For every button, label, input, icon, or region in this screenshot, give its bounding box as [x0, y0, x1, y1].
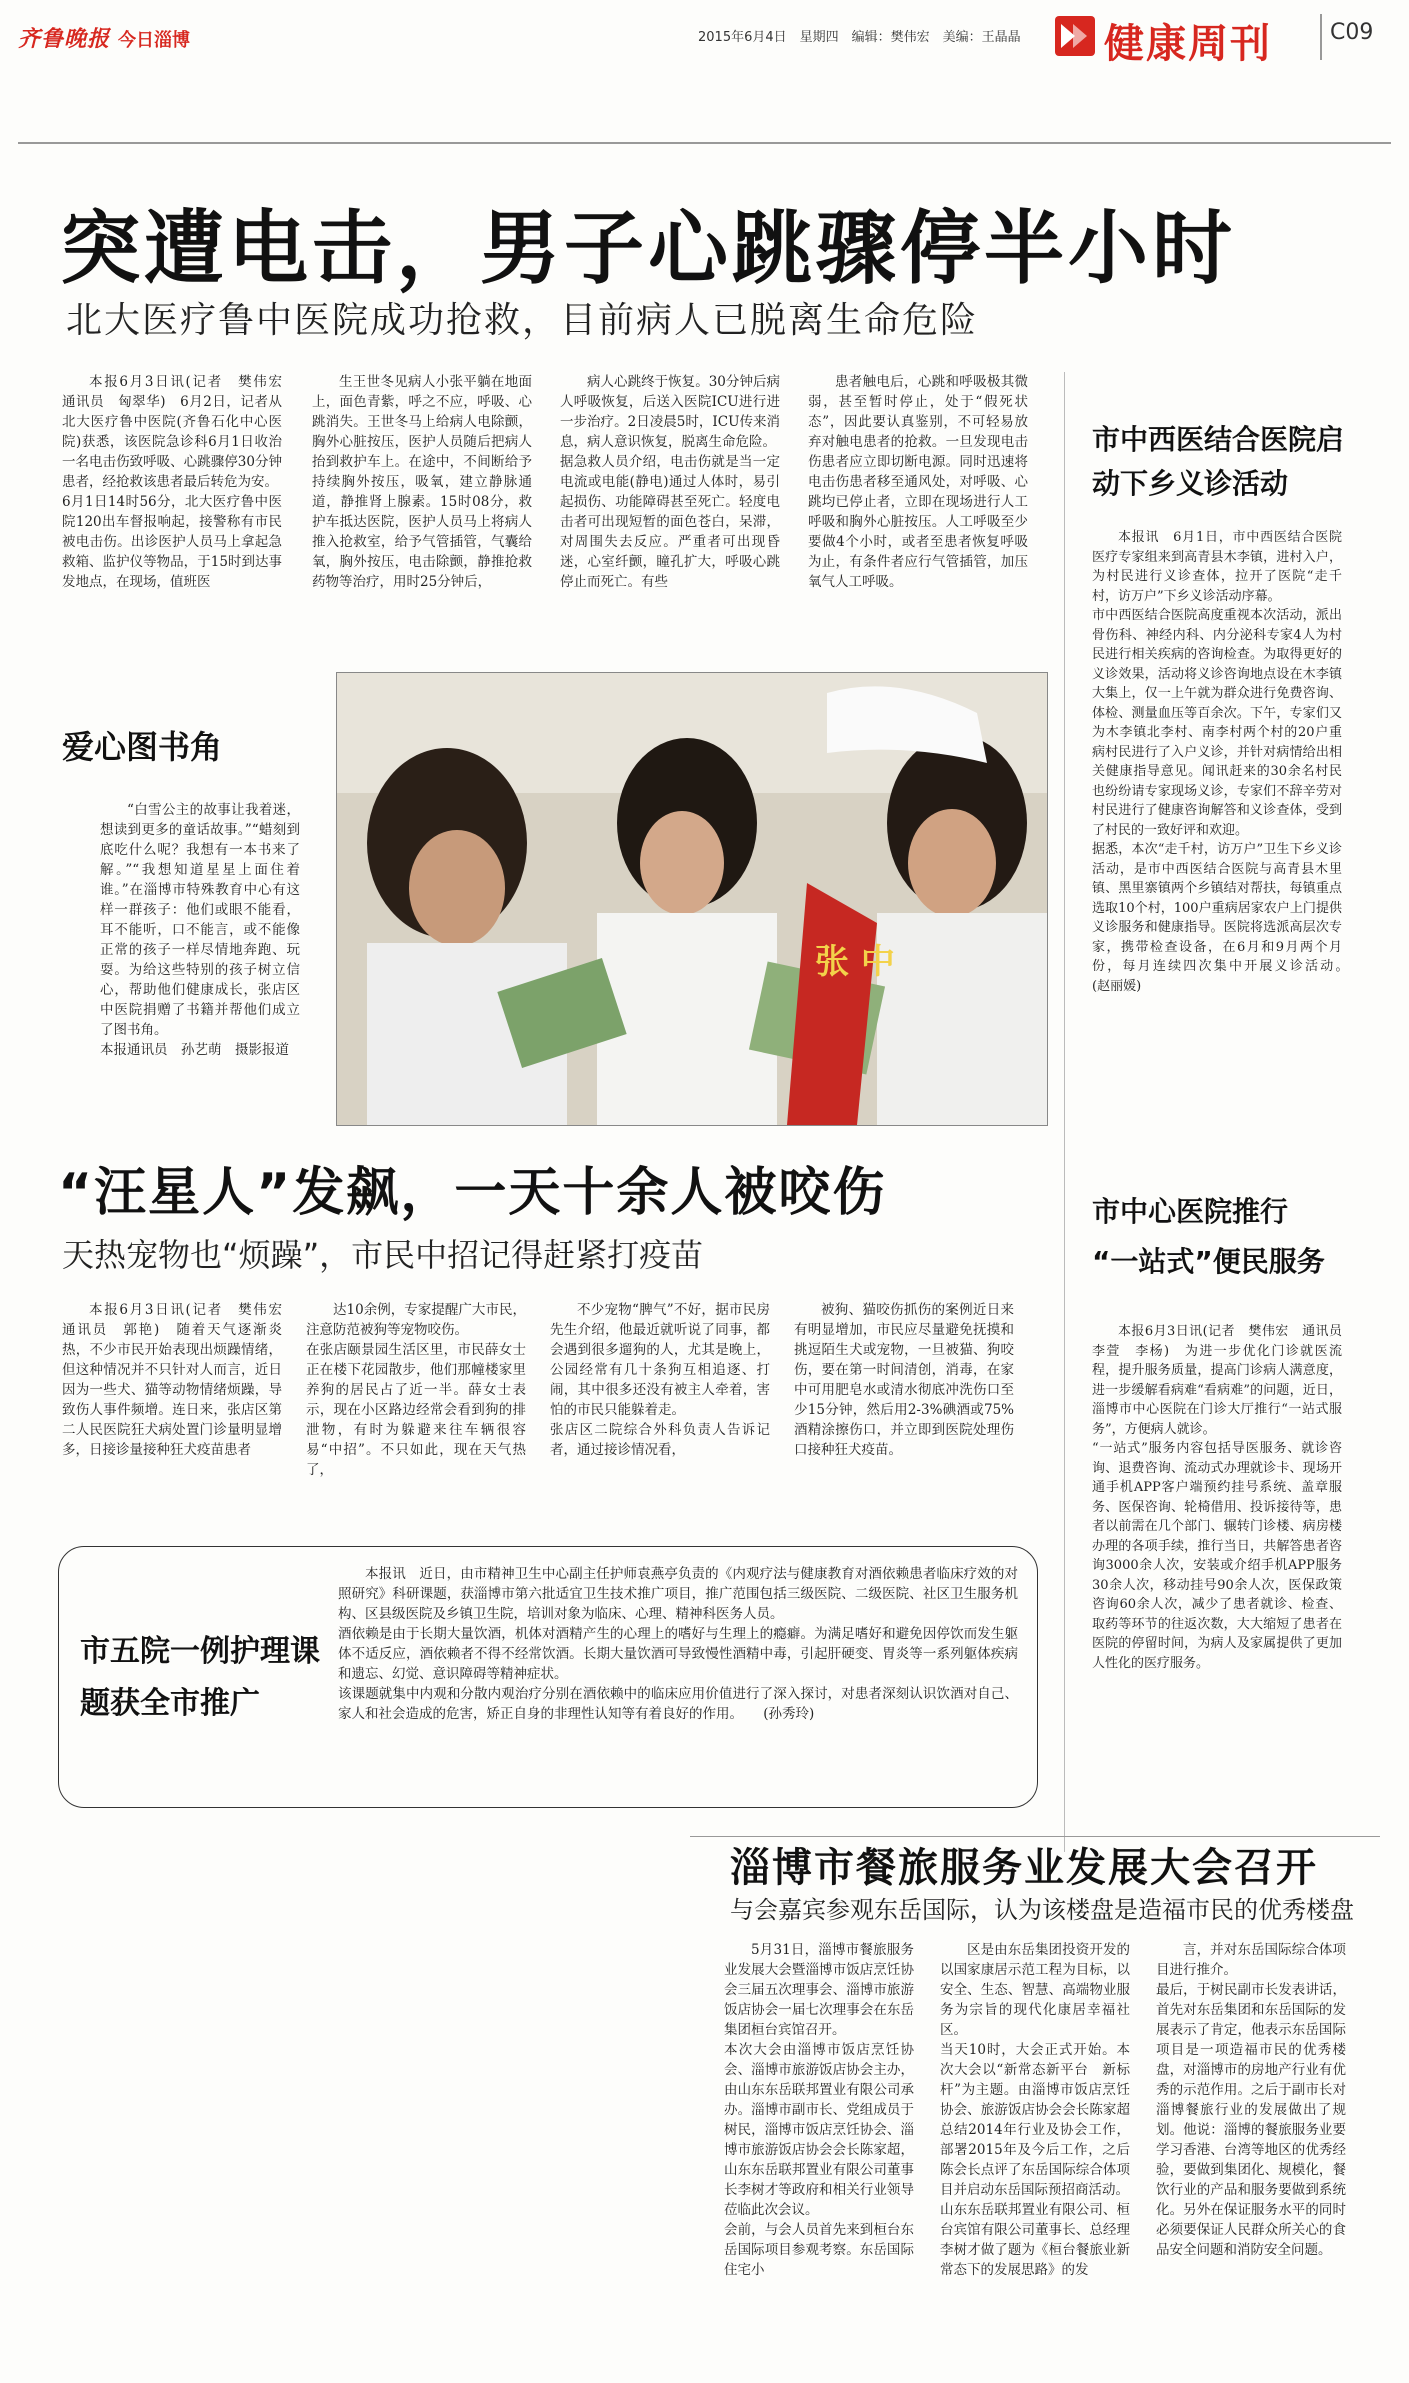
lead-subtitle: 北大医疗鲁中医院成功抢救，目前病人已脱离生命危险 [66, 300, 979, 341]
fifth-headline: 市五院一例护理课题获全市推广 [80, 1634, 320, 1721]
right-column-divider [1064, 372, 1065, 1852]
dog-headline: “汪星人”发飙，一天十余人被咬伤 [58, 1163, 887, 1223]
page-number: C09 [1330, 20, 1374, 45]
brand-logo: 齐鲁晚报 [18, 26, 111, 52]
dog-subtitle: 天热宠物也“烦躁”，市民中招记得赶紧打疫苗 [62, 1236, 704, 1274]
xiang-body: 本报讯 6月1日，市中西医结合医院医疗专家组来到高青县木李镇，进村入户，为村民进行义诊查体，拉开了医院“走千村，访万户”下乡义诊活动序幕。 市中西医结合医院高度重视本次活动，派出骨伤科、神经内科、内分泌科专家4人为村民进行相关疾病的咨询检查。为取得更好的义诊效果，活动将义诊咨询地点设在木李镇大集上，仅一上午就为群众进行免费咨询、体检、测量血压等百余次。下午，专家们又为木李镇北李村、南李村两个村的20户重病村民进行了入户义诊，并针对病情给出相关健康指导意见。闻讯赶来的30余名村民也纷纷请专家现场义诊，专家们不辞辛劳对村民进行了健康咨询解答和义诊查体，受到了村民的一致好评和欢迎。 据悉，本次“走千村，访万户”卫生下乡义诊活动，是市中西医结合医院与高青县木里镇、黑里寨镇两个乡镇结对帮扶，每镇重点选取10个村，100户重病居家农户上门提供义诊服务和健康指导。医院将选派高层次专家，携带检查设备，在6月和9月两个月份，每月连续四次集中开展义诊活动。 (赵丽媛) [1092, 530, 1342, 994]
catering-column-2: 区是由东岳集团投资开发的以国家康居示范工程为目标，以安全、生态、智慧、高端物业服务为宗旨的现代化康居幸福社区。 当天10时，大会正式开始。本次大会以“新常态新平台 新标杆”为主题。由淄博市饭店烹饪协会、旅游饭店协会会长陈家超总结2014年行业及协会工作，部署2015年及今后工作，之后陈会长点评了东岳国际综合体项目并启动东岳国际预招商活动。 山东东岳联邦置业有限公司、桓台宾馆有限公司董事长、总经理李树才做了题为《桓台餐旅业新常态下的发展思路》的发 [940, 1942, 1130, 2278]
catering-headline: 淄博市餐旅服务业发展大会召开 [730, 1845, 1318, 1891]
edition-name: 今日淄博 [118, 30, 190, 51]
onestop-headline-2: “一站式”便民服务 [1092, 1245, 1325, 1278]
library-body: “白雪公主的故事让我着迷，想读到更多的童话故事。”“蜡刻到底吃什么呢？我想有一本书来了解。”“我想知道星星上面住着谁。”在淄博市特殊教育中心有这样一群孩子：他们或眼不能看，耳不能听，口不能言，或不能像正常的孩子一样尽情地奔跑、玩耍。为给这些特别的孩子树立信心，帮助他们健康成长，张店区中医院捐赠了书籍并帮他们成立了图书角。 本报通讯员 孙艺萌 摄影报道 [100, 802, 300, 1058]
dog-column-2: 达10余例，专家提醒广大市民，注意防范被狗等宠物咬伤。 在张店颐景园生活区里，市民薛女士正在楼下花园散步，他们那幢楼家里养狗的居民占了近一半。薛女士表示，现在小区路边经常会看到狗的排泄物，有时为躲避来往车辆很容易“中招”。不只如此，现在天气热了， [306, 1302, 526, 1478]
lead-column-2: 生王世冬见病人小张平躺在地面上，面色青紫，呼之不应，呼吸、心跳消失。王世冬马上给病人电除颤，胸外心脏按压，医护人员随后把病人抬到救护车上。在途中，不间断给予持续胸外按压，吸氧，建立静脉通道，静推肾上腺素。15时08分，救护车抵达医院，医护人员马上将病人推入抢救室，给予气管插管，气囊给氧，胸外按压，电击除颤，静推抢救药物等治疗，用时25分钟后， [312, 374, 532, 590]
sash-text: 张 中 [815, 942, 895, 982]
date-line: 2015年6月4日 星期四 编辑：樊伟宏 美编：王晶晶 [698, 30, 1021, 45]
lead-headline: 突遭电击，男子心跳骤停半小时 [60, 202, 1236, 295]
catering-subtitle: 与会嘉宾参观东岳国际，认为该楼盘是造福市民的优秀楼盘 [730, 1896, 1354, 1924]
catering-column-1: 5月31日，淄博市餐旅服务业发展大会暨淄博市饭店烹饪协会三届五次理事会、淄博市旅游饭店协会一届七次理事会在东岳集团桓台宾馆召开。 本次大会由淄博市饭店烹饪协会、淄博市旅游饭店协会主办，由山东东岳联邦置业有限公司承办。淄博市副市长、党组成员于树民，淄博市饭店烹饪协会、淄博市旅游饭店协会会长陈家超，山东东岳联邦置业有限公司董事长李树才等政府和相关行业领导莅临此次会议。 会前，与会人员首先来到桓台东岳国际项目参观考察。东岳国际住宅小 [724, 1942, 914, 2278]
lead-column-4: 患者触电后，心跳和呼吸极其微弱，甚至暂时停止，处于“假死状态”，因此要认真鉴别，不可轻易放弃对触电患者的抢救。一旦发现电击伤患者应立即切断电源。同时迅速将电击伤患者移至通风处，对呼吸、心跳均已停止者，立即在现场进行人工呼吸和胸外心脏按压。人工呼吸至少要做4个小时，或者至患者恢复呼吸为止，有条件者应行气管插管，加压氧气人工呼吸。 [808, 374, 1028, 590]
xiang-headline: 市中西医结合医院启动下乡义诊活动 [1092, 423, 1345, 500]
onestop-headline-1: 市中心医院推行 [1092, 1195, 1289, 1228]
fifth-body: 本报讯 近日，由市精神卫生中心副主任护师袁燕亭负责的《内观疗法与健康教育对酒依赖患者临床疗效的对照研究》科研课题，获淄博市第六批适宜卫生技术推广项目，推广范围包括三级医院、二级医院、社区卫生服务机构、区县级医院及乡镇卫生院，培训对象为临床、心理、精神科医务人员。 酒依赖是由于长期大量饮酒，机体对酒精产生的心理上的嗜好与生理上的瘾癖。为满足嗜好和避免因停饮而发生躯体不适反应，酒依赖者不得不经常饮酒。长期大量饮酒可导致慢性酒精中毒，引起肝硬变、胃炎等一系列躯体疾病和遗忘、幻觉、意识障碍等精神症状。 该课题就集中内观和分散内观治疗分别在酒依赖中的临床应用价值进行了深入探讨，对患者深刻认识饮酒对自己、家人和社会造成的危害，矫正自身的非理性认知等有着良好的作用。 (孙秀玲) [338, 1566, 1018, 1722]
dog-column-4: 被狗、猫咬伤抓伤的案例近日来有明显增加，市民应尽量避免抚摸和挑逗陌生犬或宠物，一旦被猫、狗咬伤，要在第一时间清创，消毒，在家中可用肥皂水或清水彻底冲洗伤口至少15分钟，然后用2-3%碘酒或75%酒精涂擦伤口，并立即到医院处理伤口接种狂犬疫苗。 [794, 1302, 1014, 1458]
lead-column-3: 病人心跳终于恢复。30分钟后病人呼吸恢复，后送入医院ICU进行进一步治疗。2日凌晨5时，ICU传来消息，病人意识恢复，脱离生命危险。 据急救人员介绍，电击伤就是当一定电流或电能(静电)通过人体时，易引起损伤、功能障碍甚至死亡。轻度电击者可出现短暂的面色苍白，呆滞，对周围失去反应。严重者可出现昏迷，心室纤颤，瞳孔扩大，呼吸心跳停止而死亡。有些 [560, 374, 780, 590]
masthead-rule [18, 142, 1391, 144]
dog-column-1: 本报6月3日讯(记者 樊伟宏 通讯员 郭艳) 随着天气逐渐炎热，不少市民开始表现出烦躁情绪，但这种情况并不只针对人而言，近日因为一些犬、猫等动物情绪烦躁，导致伤人事件频增。连日来，张店区第二人民医院狂犬病处置门诊量明显增多，日接诊量接种狂犬疫苗患者 [62, 1302, 296, 1458]
masthead-divider [1320, 14, 1322, 60]
library-headline: 爱心图书角 [62, 728, 223, 766]
section-icon [1055, 16, 1095, 56]
lead-column-1: 本报6月3日讯(记者 樊伟宏 通讯员 匈翠华) 6月2日，记者从北大医疗鲁中医院(齐鲁石化中心医院)获悉，该医院急诊科6月1日收治一名电击伤致呼吸、心跳骤停30分钟患者，经抢救该患者最后转危为安。 6月1日14时56分，北大医疗鲁中医院120出车督报响起，接警称有市民被电击伤。出诊医护人员马上拿起急救箱、监护仪等物品，于15时到达事发地点，在现场，值班医 [62, 374, 282, 590]
library-photo [336, 672, 1048, 1126]
masthead [0, 0, 1409, 150]
dog-column-3: 不少宠物“脾气”不好，据市民房先生介绍，他最近就听说了同事，都会遇到很多遛狗的人，尤其是晚上，公园经常有几十条狗互相追逐、打闹，其中很多还没有被主人牵着，害怕的市民只能躲着走。 张店区二院综合外科负责人告诉记者，通过接诊情况看， [550, 1302, 770, 1458]
onestop-body: 本报6月3日讯(记者 樊伟宏 通讯员 李萱 李杨) 为进一步优化门诊就医流程，提升服务质量，提高门诊病人满意度，进一步缓解看病难“看病难”的问题，近日，淄博市中心医院在门诊大厅推行“一站式服务”，方便病人就诊。 “一站式”服务内容包括导医服务、就诊咨询、退费咨询、流动式办理就诊卡、现场开通手机APP客户端预约挂号系统、盖章服务、医保咨询、轮椅借用、投诉接待等，患者以前需在几个部门、辗转门诊楼、病房楼办理的各项手续，推行当日，共解答患者咨询3000余人次，安装或介绍手机APP服务30余人次，移动挂号90余人次，医保政策咨询60余人次，减少了患者就诊、检查、取药等环节的往返次数，大大缩短了患者在医院的停留时间，为病人及家属提供了更加人性化的医疗服务。 [1092, 1324, 1342, 1671]
catering-column-3: 言，并对东岳国际综合体项目进行推介。 最后，于树民副市长发表讲话，首先对东岳集团和东岳国际的发展表示了肯定，他表示东岳国际项目是一项造福市民的优秀楼盘，对淄博市的房地产行业有优秀的示范作用。之后于副市长对淄博餐旅行业的发展做出了规划。他说：淄博的餐旅服务业要学习香港、台湾等地区的优秀经验，要做到集团化、规模化，餐饮行业的产品和服务要做到系统化。另外在保证服务水平的同时必须要保证人民群众所关心的食品安全问题和消防安全问题。 [1156, 1942, 1346, 2258]
section-title: 健康周刊 [1104, 21, 1272, 67]
